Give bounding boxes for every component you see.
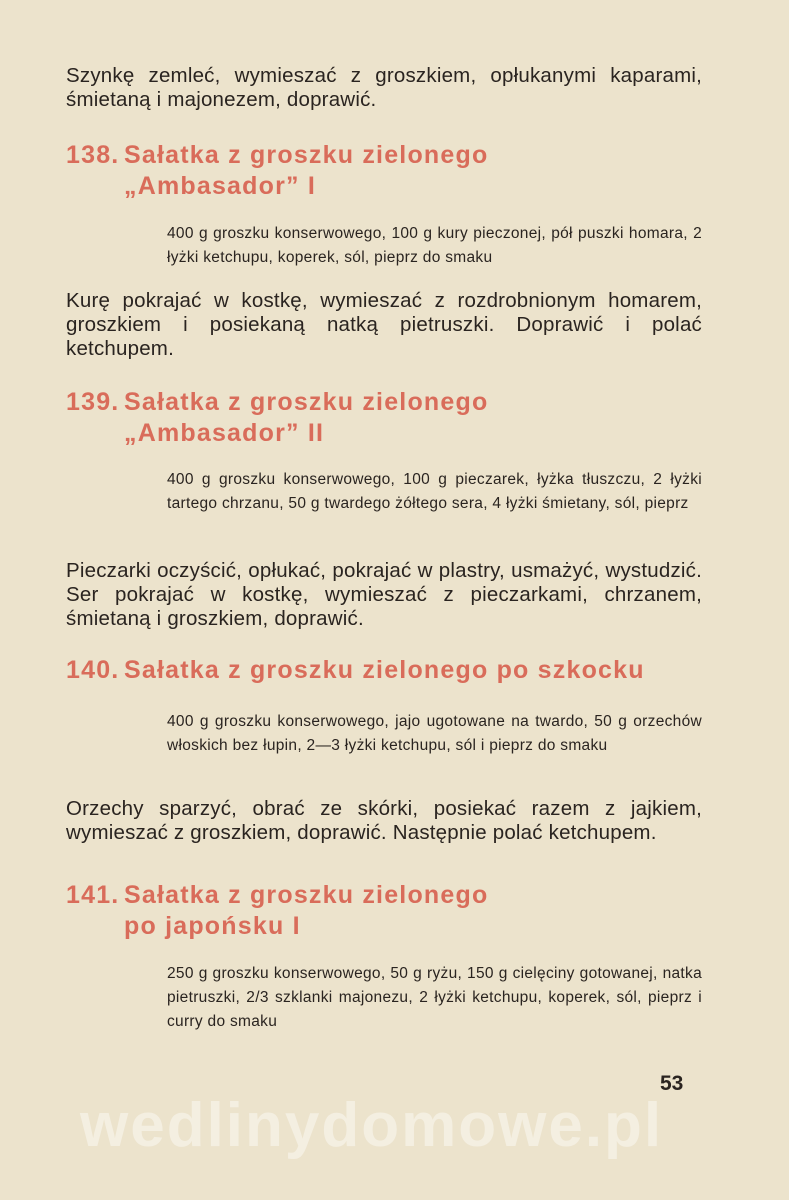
recipe-title-line2: „Ambasador” I: [124, 172, 317, 200]
recipe-title-line1: Sałatka z groszku zielonego: [124, 881, 489, 909]
page-number: 53: [660, 1072, 684, 1095]
recipe-138-title: [66, 140, 488, 202]
recipe-138-ingredients: 400 g groszku konserwowego, 100 g kury pieczonej, pół puszki homara, 2 łyżki ketchupu, koperek, sól, pieprz do smaku: [167, 225, 702, 266]
recipe-140-title: [66, 655, 645, 686]
recipe-number: 139.: [66, 388, 120, 416]
recipe-title-line2: po japońsku I: [124, 912, 301, 940]
intro-paragraph: Szynkę zemleć, wymieszać z groszkiem, opłukanymi kaparami, śmietaną i majonezem, doprawić.: [66, 64, 702, 111]
recipe-number: 141.: [66, 881, 120, 909]
watermark: wedlinydomowe.pl: [80, 1091, 664, 1160]
recipe-141-title: [66, 880, 488, 942]
recipe-title-line2: „Ambasador” II: [124, 419, 325, 447]
recipe-number: 140.: [66, 656, 120, 684]
recipe-140-ingredients: 400 g groszku konserwowego, jajo ugotowane na twardo, 50 g orzechów włoskich bez łupin, 2—3 łyżki ketchupu, sól i pieprz do smaku: [167, 713, 702, 754]
recipe-139-title: [66, 387, 488, 449]
recipe-138-instructions: Kurę pokrajać w kostkę, wymieszać z rozdrobnionym homarem, groszkiem i posiekaną natką pietruszki. Doprawić i polać ketchupem.: [66, 289, 702, 360]
recipe-141-ingredients: 250 g groszku konserwowego, 50 g ryżu, 150 g cielęciny gotowanej, natka pietruszki, 2/3 szklanki majonezu, 2 łyżki ketchupu, koperek, sól, pieprz i curry do smaku: [167, 965, 702, 1030]
recipe-139-instructions: Pieczarki oczyścić, opłukać, pokrajać w plastry, usmażyć, wystudzić. Ser pokrajać w kostkę, wymieszać z pieczarkami, chrzanem, śmietaną i groszkiem, doprawić.: [66, 559, 702, 630]
recipe-title-line1: Sałatka z groszku zielonego po szkocku: [124, 656, 645, 684]
recipe-140-instructions: Orzechy sparzyć, obrać ze skórki, posiekać razem z jajkiem, wymieszać z groszkiem, doprawić. Następnie polać ketchupem.: [66, 797, 702, 844]
recipe-title-line1: Sałatka z groszku zielonego: [124, 141, 489, 169]
recipe-139-ingredients: 400 g groszku konserwowego, 100 g pieczarek, łyżka tłuszczu, 2 łyżki tartego chrzanu, 50 g twardego żółtego sera, 4 łyżki śmietany, sól, pieprz: [167, 471, 702, 512]
recipe-number: 138.: [66, 141, 120, 169]
recipe-title-line1: Sałatka z groszku zielonego: [124, 388, 489, 416]
